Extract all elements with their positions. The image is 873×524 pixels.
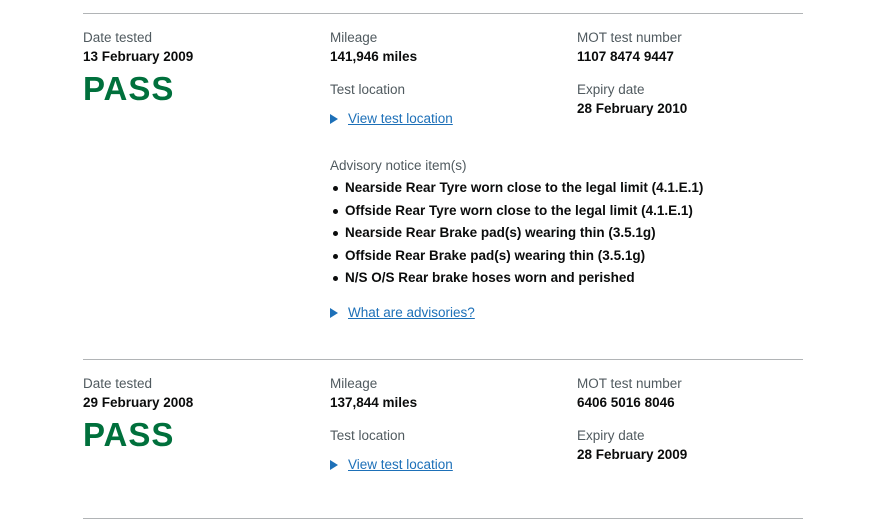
date-tested-value: 29 February 2008 <box>83 395 194 410</box>
advisory-list <box>330 177 800 290</box>
mot-number-column <box>577 29 803 118</box>
date-tested-label: Date tested <box>83 30 153 45</box>
mot-number-column <box>577 375 803 464</box>
divider <box>83 359 803 360</box>
expiry-date-value: 28 February 2009 <box>577 447 688 462</box>
advisory-item: Nearside Rear Brake pad(s) wearing thin (3.5.1g) <box>345 222 800 245</box>
view-test-location-toggle[interactable] <box>330 110 570 128</box>
mot-test-number-value: 1107 8474 9447 <box>577 49 674 64</box>
mot-test-number-value: 6406 5016 8046 <box>577 395 675 410</box>
triangle-right-icon <box>330 308 338 318</box>
mot-test-number-label: MOT test number <box>577 30 682 45</box>
date-column <box>83 375 323 453</box>
expiry-date-value: 28 February 2010 <box>577 101 688 116</box>
triangle-right-icon <box>330 460 338 470</box>
date-tested-label: Date tested <box>83 376 153 391</box>
mileage-label: Mileage <box>330 30 378 45</box>
test-location-label: Test location <box>330 428 406 443</box>
mot-record <box>83 375 803 495</box>
mileage-value: 137,844 miles <box>330 395 418 410</box>
mileage-label: Mileage <box>330 376 378 391</box>
advisory-item: Offside Rear Tyre worn close to the legal limit (4.1.E.1) <box>345 200 800 223</box>
advisory-item: Offside Rear Brake pad(s) wearing thin (3.5.1g) <box>345 245 800 268</box>
mileage-column <box>330 29 570 128</box>
what-are-advisories-toggle[interactable] <box>330 304 800 322</box>
expiry-date-label: Expiry date <box>577 428 645 443</box>
mileage-column <box>330 375 570 474</box>
divider <box>83 13 803 14</box>
expiry-date-label: Expiry date <box>577 82 645 97</box>
advisory-label: Advisory notice item(s) <box>330 158 467 173</box>
view-test-location-link[interactable]: View test location <box>348 457 453 472</box>
divider <box>83 518 803 519</box>
test-location-label: Test location <box>330 82 406 97</box>
advisory-section <box>330 157 800 322</box>
triangle-right-icon <box>330 114 338 124</box>
mot-record <box>83 29 803 329</box>
view-test-location-toggle[interactable] <box>330 456 570 474</box>
advisory-item: N/S O/S Rear brake hoses worn and perished <box>345 267 800 290</box>
advisory-item: Nearside Rear Tyre worn close to the legal limit (4.1.E.1) <box>345 177 800 200</box>
mileage-value: 141,946 miles <box>330 49 418 64</box>
date-tested-value: 13 February 2009 <box>83 49 194 64</box>
mot-test-number-label: MOT test number <box>577 376 682 391</box>
test-result: PASS <box>83 416 175 453</box>
view-test-location-link[interactable]: View test location <box>348 111 453 126</box>
test-result: PASS <box>83 70 175 107</box>
date-column <box>83 29 323 107</box>
what-are-advisories-link[interactable]: What are advisories? <box>348 304 475 320</box>
